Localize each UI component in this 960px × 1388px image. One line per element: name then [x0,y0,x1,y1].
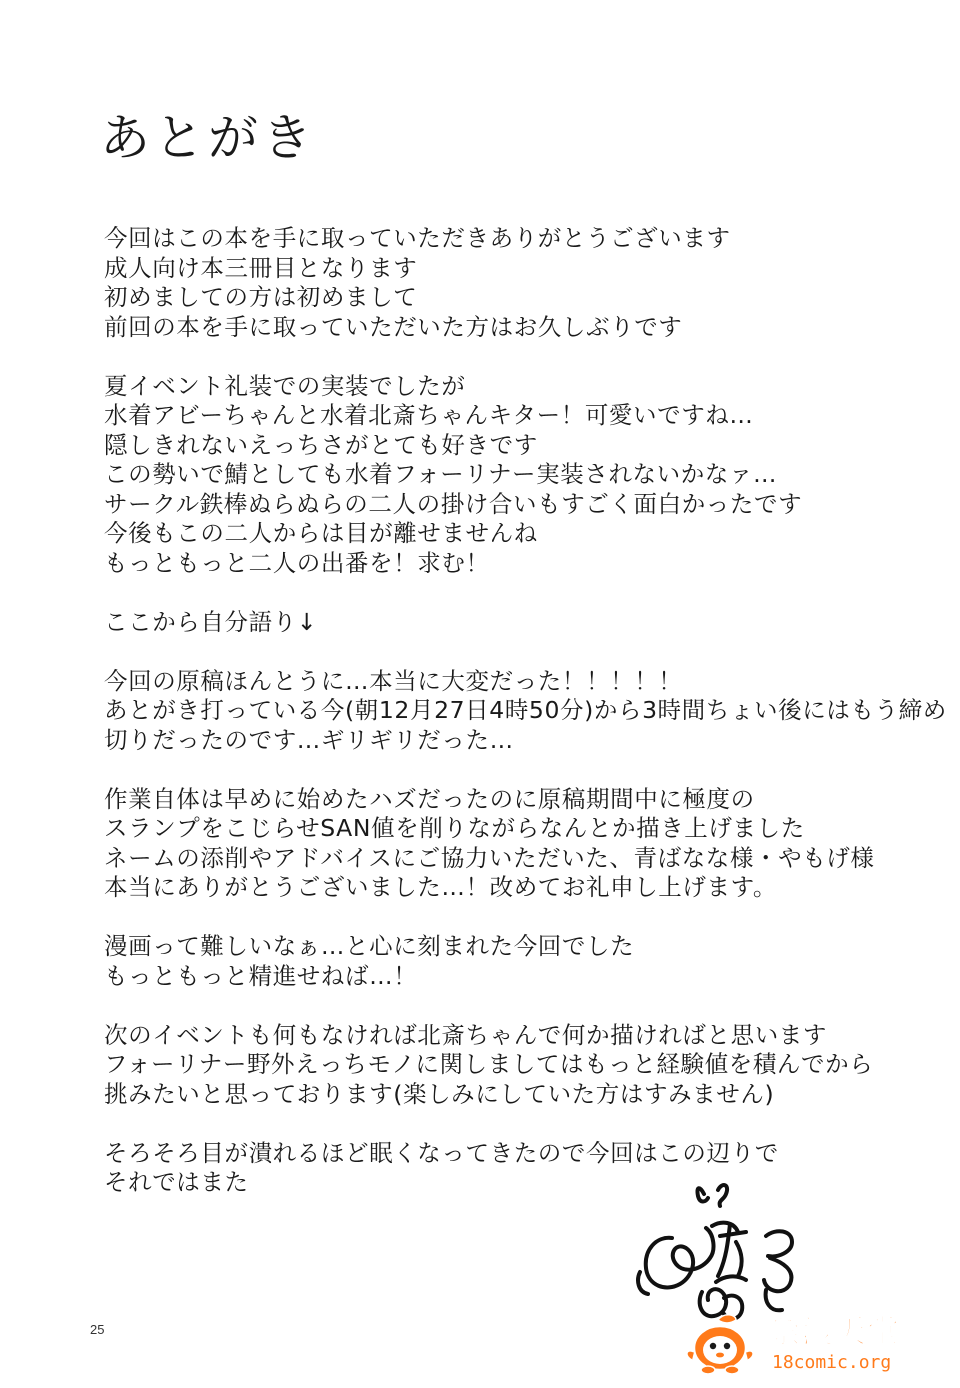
text-line: 今回の原稿ほんとうに…本当に大変だった！！！！！ [104,666,683,695]
paragraph [104,1021,904,1110]
watermark-title: 禁漫天堂 [768,1312,901,1350]
text-line: 作業自体は早めに始めたハズだったのに原稿期間中に極度の [104,784,755,813]
text-line: もっともっと精進せねば…！ [104,961,418,990]
text-line: 前回の本を手に取っていただいた方はお久しぶりです [104,312,683,341]
text-line: ネームの添削やアドバイスにご協力いただいた、青ばなな様・やもげ様 [104,843,875,872]
text-line: フォーリナー野外えっちモノに関しましてはもっと経験値を積んでから [104,1050,874,1078]
text-line: 切りだったのです…ギリギリだった… [104,725,514,754]
text-line: あとがき打っている今(朝12月27日4時50分)から3時間ちょい後にはもう締め [104,696,947,724]
text-line: 今後もこの二人からは目が離せませんね [104,519,538,547]
text-line: それではまた [104,1168,249,1196]
paragraph [104,932,904,991]
paragraph [104,785,904,903]
text-line: 初めましての方は初めまして [104,283,418,311]
text-line: 今回はこの本を手に取っていただきありがとうございます [104,224,731,252]
paragraph [104,372,904,579]
page-number: 25 [90,1322,105,1337]
text-line: 夏イベント礼装での実装でしたが [104,371,466,400]
text-line: ここから自分語り↓ [104,607,318,636]
watermark [682,1312,934,1378]
paragraph [104,608,904,638]
text-line: 隠しきれないえっちさがとても好きです [104,430,538,459]
text-line: 次のイベントも何もなければ北斎ちゃんで何か描ければと思います [104,1020,827,1049]
text-line: 挑みたいと思っております(楽しみにしていた方はすみません) [104,1079,775,1108]
text-line: 漫画って難しいなぁ…と心に刻まれた今回でした [104,932,635,960]
text-line: そろそろ目が潰れるほど眠くなってきたので今回はこの辺りで [104,1138,779,1167]
text-line: サークル鉄棒ぬらぬらの二人の掛け合いもすごく面白かったです [104,489,803,518]
text-line: 本当にありがとうございました…！改めてお礼申し上げます。 [104,873,777,901]
text-line: 成人向け本三冊目となります [104,253,418,282]
paragraph [104,224,904,342]
text-line: この勢いで鯖としても水着フォーリナー実装されないかなァ… [104,460,778,488]
text-line: スランプをこじらせSAN値を削りながらなんとか描き上げました [104,814,805,842]
text-line: もっともっと二人の出番を！求む！ [104,548,490,577]
handwritten-signature-icon [626,1180,816,1330]
mascot-logo-icon [682,1314,762,1376]
page-title: あとがき [100,109,316,167]
watermark-url: 18comic.org [772,1352,892,1373]
afterword-body [104,224,947,1227]
paragraph [104,666,947,756]
text-line: 水着アビーちゃんと水着北斎ちゃんキター！可愛いですね… [104,401,754,429]
